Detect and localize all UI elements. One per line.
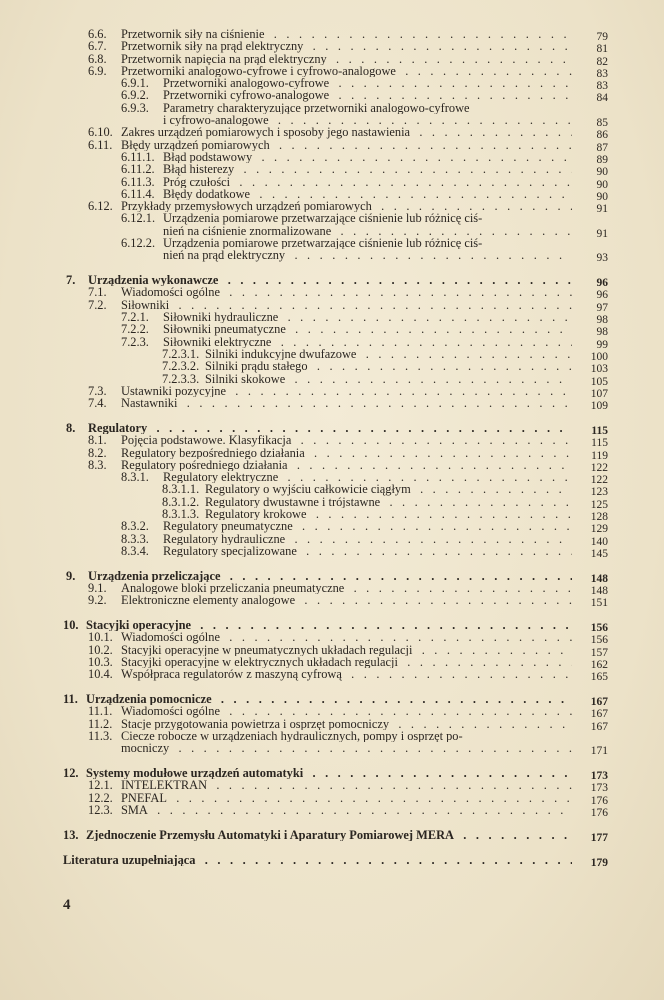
- entry-page-number: 167: [590, 720, 608, 733]
- section-spacer: [0, 755, 664, 768]
- entry-title: Regulatory dwustawne i trójstawne: [205, 495, 381, 508]
- entry-title-wrap: [163, 163, 572, 175]
- entry-title: Analogowe bloki przeliczania pneumatyczne: [121, 581, 345, 595]
- entry-number: 6.12.: [88, 199, 113, 214]
- entry-title: Regulatory pośredniego działania: [121, 458, 288, 472]
- entry-page-number: 162: [590, 658, 608, 671]
- entry-title: Regulatory: [88, 421, 148, 435]
- entry-title: Regulatory krokowe: [205, 507, 307, 521]
- entry-number: 8.3.1.2.: [162, 494, 200, 509]
- entry-title-wrap: [163, 336, 572, 348]
- entry-title-wrap: [86, 693, 572, 705]
- entry-title-wrap: [163, 77, 572, 89]
- toc-entry: [0, 667, 664, 684]
- toc-entry-continuation: [0, 224, 664, 240]
- entry-title: Siłowniki elektryczne: [163, 335, 272, 348]
- entry-number: 11.2.: [88, 716, 113, 731]
- entry-title-wrap: [163, 237, 572, 249]
- entry-page-number: 122: [590, 474, 608, 487]
- entry-number: 6.8.: [88, 51, 107, 66]
- entry-page-number: 99: [596, 338, 608, 351]
- toc-entry: [0, 346, 664, 363]
- entry-page-number: 122: [590, 461, 608, 474]
- entry-title-wrap: [63, 854, 572, 866]
- entry-number: 8.3.2.: [121, 519, 149, 534]
- entry-title: PNEFAL: [121, 791, 167, 804]
- entry-title-wrap: [205, 348, 572, 360]
- entry-page-number: 151: [590, 597, 608, 610]
- entry-title-wrap: [163, 249, 572, 261]
- entry-title-wrap: [163, 520, 572, 532]
- toc-entry: [0, 396, 664, 413]
- entry-page-number: 81: [596, 43, 608, 56]
- entry-title-wrap: [121, 28, 572, 40]
- entry-page-number: 128: [590, 510, 608, 523]
- entry-page-number: 82: [596, 55, 608, 68]
- entry-page-number: 105: [590, 375, 608, 388]
- toc-entry: [0, 730, 664, 742]
- entry-number: 6.11.: [88, 137, 113, 152]
- entry-title-wrap: [121, 385, 572, 397]
- entry-number: 6.6.: [88, 27, 107, 41]
- entry-page-number: 83: [596, 67, 608, 80]
- toc-entry: [0, 88, 664, 105]
- entry-title: Regulatory specjalizowane: [163, 544, 297, 558]
- entry-title-wrap: [121, 631, 572, 643]
- toc-entry: [0, 853, 664, 869]
- entry-page-number: 119: [591, 449, 608, 462]
- entry-title: Urządzenia przeliczające: [88, 569, 221, 582]
- entry-title: Zakres urządzeń pomiarowych i sposoby jego nastawienia: [121, 126, 411, 139]
- entry-title: Błąd histerezy: [163, 163, 235, 176]
- entry-title-wrap: [121, 644, 572, 656]
- entry-page-number: 157: [590, 646, 608, 659]
- entry-page-number: 145: [590, 547, 608, 560]
- entry-page-number: 91: [596, 227, 608, 240]
- entry-page-number: 98: [596, 326, 608, 339]
- entry-title: Przetworniki analogowo-cyfrowe i cyfrowo-analogowe: [121, 64, 396, 78]
- entry-page-number: 97: [596, 301, 608, 314]
- entry-page-number: 96: [596, 289, 608, 302]
- entry-number: 10.4.: [88, 667, 113, 682]
- entry-page-number: 100: [590, 350, 608, 363]
- entry-number: 12.: [63, 766, 79, 781]
- entry-title: Przykłady przemysłowych urządzeń pomiarowych: [121, 200, 372, 213]
- entry-title: Błędy dodatkowe: [163, 187, 251, 201]
- entry-number: 13.: [63, 827, 79, 842]
- entry-title-wrap: [121, 459, 572, 471]
- page-number: 4: [63, 897, 71, 913]
- entry-page-number: 148: [590, 584, 608, 597]
- toc-entry: [0, 149, 664, 166]
- toc-entry: [0, 457, 664, 474]
- entry-title-wrap: [163, 311, 572, 323]
- entry-title-wrap: [121, 299, 572, 311]
- entry-title: Regulatory bezpośredniego działania: [121, 446, 305, 459]
- entry-page-number: 148: [590, 572, 608, 585]
- entry-title: Błąd podstawowy: [163, 150, 253, 164]
- entry-title-wrap: [121, 53, 572, 65]
- entry-title: Urządzenia pomiarowe przetwarzające ciśnienie lub różnicę ciś-: [163, 237, 483, 250]
- toc-entry-continuation: [0, 249, 664, 265]
- entry-title-wrap: [163, 533, 572, 545]
- entry-title: Siłowniki: [121, 298, 170, 312]
- entry-title: Pojęcia podstawowe. Klasyfikacja: [121, 434, 292, 447]
- toc-entry: [0, 237, 664, 249]
- entry-number: 7.2.3.: [121, 334, 149, 349]
- entry-page-number: 115: [591, 437, 608, 450]
- entry-title: Stacyjki operacyjne: [86, 619, 191, 632]
- toc-entry: [0, 519, 664, 536]
- entry-title: Ciecze robocze w urządzeniach hydraulicznych, pompy i osprzęt po-: [121, 729, 463, 743]
- entry-number: 11.3.: [88, 728, 113, 743]
- entry-page-number: 171: [590, 745, 608, 758]
- entry-number: 12.1.: [88, 778, 113, 793]
- entry-page-number: 167: [590, 708, 608, 721]
- entry-title-wrap: [121, 718, 572, 730]
- toc-entry: [0, 359, 664, 376]
- toc-entry: [0, 593, 664, 610]
- entry-title: Przetworniki analogowo-cyfrowe: [163, 77, 330, 90]
- entry-number: 6.7.: [88, 39, 107, 54]
- entry-title-wrap: [163, 225, 572, 237]
- entry-title-wrap: [121, 397, 572, 409]
- entry-title-wrap: [86, 619, 572, 631]
- entry-page-number: 179: [590, 856, 608, 869]
- entry-number: 8.3.: [88, 457, 107, 472]
- entry-number: 9.1.: [88, 580, 107, 595]
- toc-entry: [0, 802, 664, 819]
- entry-title: Regulatory hydrauliczne: [163, 532, 286, 545]
- entry-title-wrap: [205, 483, 572, 495]
- entry-title-wrap: [205, 373, 572, 385]
- toc-entry: [0, 76, 664, 93]
- entry-page-number: 156: [590, 622, 608, 635]
- entry-page-number: 93: [596, 252, 608, 265]
- entry-number: 6.9.1.: [121, 76, 149, 91]
- entry-title: i cyfrowo-analogowe: [163, 114, 269, 127]
- entry-title: Przetwornik siły na ciśnienie: [121, 28, 265, 41]
- entry-page-number: 173: [590, 770, 608, 783]
- entry-title: Siłowniki hydrauliczne: [163, 311, 279, 324]
- entry-title: INTELEKTRAN: [121, 779, 208, 792]
- toc-entry: [0, 506, 664, 523]
- entry-number: 12.2.: [88, 790, 113, 805]
- entry-title-wrap: [163, 212, 572, 224]
- section-spacer: [0, 262, 664, 275]
- table-of-contents: [0, 27, 664, 869]
- entry-title: Silniki indukcyjne dwufazowe: [205, 347, 357, 361]
- toc-entry: [0, 285, 664, 302]
- entry-title: Zjednoczenie Przemysłu Automatyki i Aparatury Pomiarowej MERA: [86, 828, 454, 842]
- entry-title-wrap: [121, 804, 572, 816]
- toc-entry: [0, 334, 664, 351]
- entry-title: Stacyjki operacyjne w pneumatycznych układach regulacji: [121, 643, 413, 656]
- entry-title-wrap: [121, 779, 572, 791]
- entry-number: 10.3.: [88, 654, 113, 669]
- entry-title: mocniczy: [121, 742, 170, 755]
- toc-entry: [0, 827, 664, 844]
- entry-page-number: 90: [596, 178, 608, 191]
- entry-title: Systemy modułowe urządzeń automatyki: [86, 767, 304, 780]
- entry-title: Regulatory o wyjściu całkowicie ciągłym: [205, 483, 411, 496]
- entry-title-wrap: [163, 114, 572, 126]
- entry-number: 6.12.2.: [121, 236, 156, 251]
- entry-title: nień na ciśnienie znormalizowane: [163, 224, 332, 238]
- entry-number: 8.3.1.: [121, 470, 149, 485]
- entry-number: 8.2.: [88, 445, 107, 460]
- entry-title-wrap: [88, 570, 572, 582]
- entry-number: 8.3.3.: [121, 531, 149, 546]
- entry-title: Wiadomości ogólne: [121, 705, 220, 718]
- entry-page-number: 86: [596, 129, 608, 142]
- toc-entry: [0, 482, 664, 499]
- section-spacer: [0, 409, 664, 422]
- entry-title: Regulatory pneumatyczne: [163, 520, 293, 533]
- entry-title: Stacje przygotowania powietrza i osprzęt pomocniczy: [121, 717, 390, 730]
- entry-page-number: 84: [596, 92, 608, 105]
- entry-title: Literatura uzupełniająca: [63, 853, 196, 866]
- entry-number: 7.4.: [88, 396, 107, 411]
- entry-title: SMA: [121, 803, 148, 817]
- entry-title-wrap: [163, 545, 572, 557]
- entry-title-wrap: [121, 200, 572, 212]
- entry-page-number: 177: [590, 831, 608, 844]
- toc-entry: [0, 310, 664, 327]
- toc-entry: [0, 63, 664, 80]
- toc-entry: [0, 630, 664, 647]
- entry-number: 12.3.: [88, 802, 113, 817]
- entry-title: Nastawniki: [121, 397, 178, 410]
- entry-title-wrap: [121, 705, 572, 717]
- entry-number: 7.: [66, 273, 76, 288]
- entry-title-wrap: [121, 139, 572, 151]
- entry-page-number: 91: [596, 203, 608, 216]
- entry-title-wrap: [163, 151, 572, 163]
- entry-title-wrap: [163, 102, 572, 114]
- section-spacer: [0, 841, 664, 854]
- entry-page-number: 98: [596, 314, 608, 327]
- entry-title-wrap: [205, 360, 572, 372]
- entry-page-number: 156: [590, 634, 608, 647]
- toc-entry: [0, 433, 664, 450]
- entry-title-wrap: [163, 323, 572, 335]
- entry-number: 11.: [63, 692, 78, 707]
- toc-entry: [0, 704, 664, 721]
- entry-number: 6.11.1.: [121, 149, 155, 164]
- entry-title: Współpraca regulatorów z maszyną cyfrową: [121, 668, 342, 681]
- entry-number: 10.2.: [88, 642, 113, 657]
- entry-title-wrap: [121, 668, 572, 680]
- entry-number: 7.1.: [88, 285, 107, 300]
- entry-page-number: 85: [596, 117, 608, 130]
- entry-page-number: 79: [596, 31, 608, 43]
- toc-entry: [0, 125, 664, 142]
- entry-title: nień na prąd elektryczny: [163, 249, 286, 262]
- entry-number: 6.9.3.: [121, 100, 149, 115]
- entry-page-number: 176: [590, 794, 608, 807]
- entry-page-number: 89: [596, 153, 608, 166]
- entry-page-number: 83: [596, 80, 608, 93]
- entry-number: 6.11.3.: [121, 174, 155, 189]
- toc-entry: [0, 494, 664, 511]
- entry-number: 7.2.1.: [121, 310, 149, 325]
- entry-title: Parametry charakteryzujące przetworniki analogowo-cyfrowe: [163, 101, 470, 115]
- entry-title-wrap: [163, 176, 572, 188]
- entry-title-wrap: [205, 508, 572, 520]
- entry-page-number: 167: [590, 696, 608, 709]
- entry-number: 6.10.: [88, 125, 113, 140]
- entry-number: 7.2.3.2.: [162, 359, 200, 374]
- entry-number: 8.3.4.: [121, 543, 149, 558]
- entry-number: 6.9.: [88, 63, 107, 78]
- toc-entry: [0, 445, 664, 462]
- entry-title-wrap: [121, 594, 572, 606]
- entry-page-number: 115: [591, 424, 608, 437]
- entry-page-number: 176: [590, 806, 608, 819]
- toc-entry: [0, 297, 664, 314]
- entry-number: 8.1.: [88, 433, 107, 448]
- entry-number: 9.: [66, 568, 76, 583]
- entry-number: 10.: [63, 618, 79, 633]
- entry-number: 11.1.: [88, 704, 113, 719]
- entry-number: 6.12.1.: [121, 211, 156, 226]
- entry-title-wrap: [88, 422, 572, 434]
- toc-entry: [0, 162, 664, 179]
- entry-title: Elektroniczne elementy analogowe: [121, 594, 296, 607]
- entry-title: Ustawniki pozycyjne: [121, 384, 226, 398]
- entry-number: 8.: [66, 420, 76, 435]
- section-spacer: [0, 681, 664, 694]
- entry-number: 6.11.4.: [121, 186, 155, 201]
- entry-title: Stacyjki operacyjne w elektrycznych układach regulacji: [121, 655, 398, 669]
- entry-title: Silniki prądu stałego: [205, 360, 308, 373]
- entry-title-wrap: [205, 496, 572, 508]
- entry-title-wrap: [86, 767, 572, 779]
- toc-entry: [0, 531, 664, 548]
- entry-title: Regulatory elektryczne: [163, 471, 279, 484]
- entry-title: Wiadomości ogólne: [121, 631, 220, 644]
- entry-title: Wiadomości ogólne: [121, 286, 220, 299]
- entry-page-number: 90: [596, 166, 608, 179]
- entry-number: 7.2.3.1.: [162, 346, 200, 361]
- toc-entry: [0, 174, 664, 191]
- entry-page-number: 140: [590, 535, 608, 548]
- section-spacer: [0, 557, 664, 570]
- entry-title-wrap: [121, 792, 572, 804]
- entry-title: Przetworniki cyfrowo-analogowe: [163, 89, 330, 102]
- entry-number: 7.2.2.: [121, 322, 149, 337]
- entry-page-number: 107: [590, 387, 608, 400]
- entry-title-wrap: [163, 188, 572, 200]
- entry-title-wrap: [88, 274, 572, 286]
- entry-page-number: 125: [590, 498, 608, 511]
- entry-title-wrap: [121, 434, 572, 446]
- entry-number: 8.3.1.1.: [162, 482, 200, 497]
- entry-title-wrap: [121, 40, 572, 52]
- toc-entry: [0, 212, 664, 224]
- entry-number: 7.2.: [88, 297, 107, 312]
- entry-title: Siłowniki pneumatyczne: [163, 323, 286, 336]
- entry-title: Silniki skokowe: [205, 372, 286, 385]
- entry-number: 6.9.2.: [121, 88, 149, 103]
- section-spacer: [0, 816, 664, 829]
- toc-entry: [0, 102, 664, 114]
- entry-number: 9.2.: [88, 593, 107, 608]
- entry-title-wrap: [121, 126, 572, 138]
- toc-entry: [0, 371, 664, 388]
- entry-number: 7.3.: [88, 383, 107, 398]
- entry-title: Błędy urządzeń pomiarowych: [121, 138, 270, 151]
- entry-title: Urządzenia wykonawcze: [88, 274, 219, 287]
- entry-page-number: 109: [590, 400, 608, 413]
- entry-page-number: 103: [590, 363, 608, 376]
- entry-title-wrap: [121, 742, 572, 754]
- toc-entry-continuation: [0, 742, 664, 758]
- entry-title: Urządzenia pomocnicze: [86, 693, 212, 706]
- toc-entry: [0, 199, 664, 216]
- entry-title: Próg czułości: [163, 175, 231, 188]
- entry-page-number: 165: [590, 671, 608, 684]
- toc-entry: [0, 39, 664, 56]
- entry-title-wrap: [121, 65, 572, 77]
- entry-title: Przetwornik napięcia na prąd elektryczny: [121, 52, 327, 65]
- entry-title-wrap: [121, 730, 572, 742]
- entry-title-wrap: [121, 286, 572, 298]
- entry-title: Przetwornik siły na prąd elektryczny: [121, 40, 304, 53]
- toc-entry: [0, 543, 664, 560]
- entry-number: 7.2.3.3.: [162, 371, 200, 386]
- entry-title-wrap: [121, 582, 572, 594]
- toc-entry: [0, 322, 664, 339]
- entry-page-number: 87: [596, 141, 608, 154]
- toc-entry: [0, 778, 664, 795]
- entry-title-wrap: [163, 89, 572, 101]
- section-spacer: [0, 607, 664, 620]
- entry-number: 8.3.1.3.: [162, 506, 200, 521]
- entry-title-wrap: [163, 471, 572, 483]
- entry-page-number: 173: [590, 782, 608, 795]
- entry-page-number: 96: [596, 277, 608, 290]
- toc-entry: [0, 470, 664, 487]
- entry-title: Urządzenia pomiarowe przetwarzające ciśnienie lub różnicę ciś-: [163, 212, 483, 225]
- entry-title-wrap: [121, 656, 572, 668]
- entry-title-wrap: [86, 829, 572, 841]
- entry-page-number: 129: [590, 523, 608, 536]
- toc-entry: [0, 137, 664, 154]
- entry-title-wrap: [121, 447, 572, 459]
- entry-number: 10.1.: [88, 630, 113, 645]
- entry-number: 6.11.2.: [121, 162, 155, 177]
- entry-page-number: 90: [596, 190, 608, 203]
- entry-page-number: 123: [590, 486, 608, 499]
